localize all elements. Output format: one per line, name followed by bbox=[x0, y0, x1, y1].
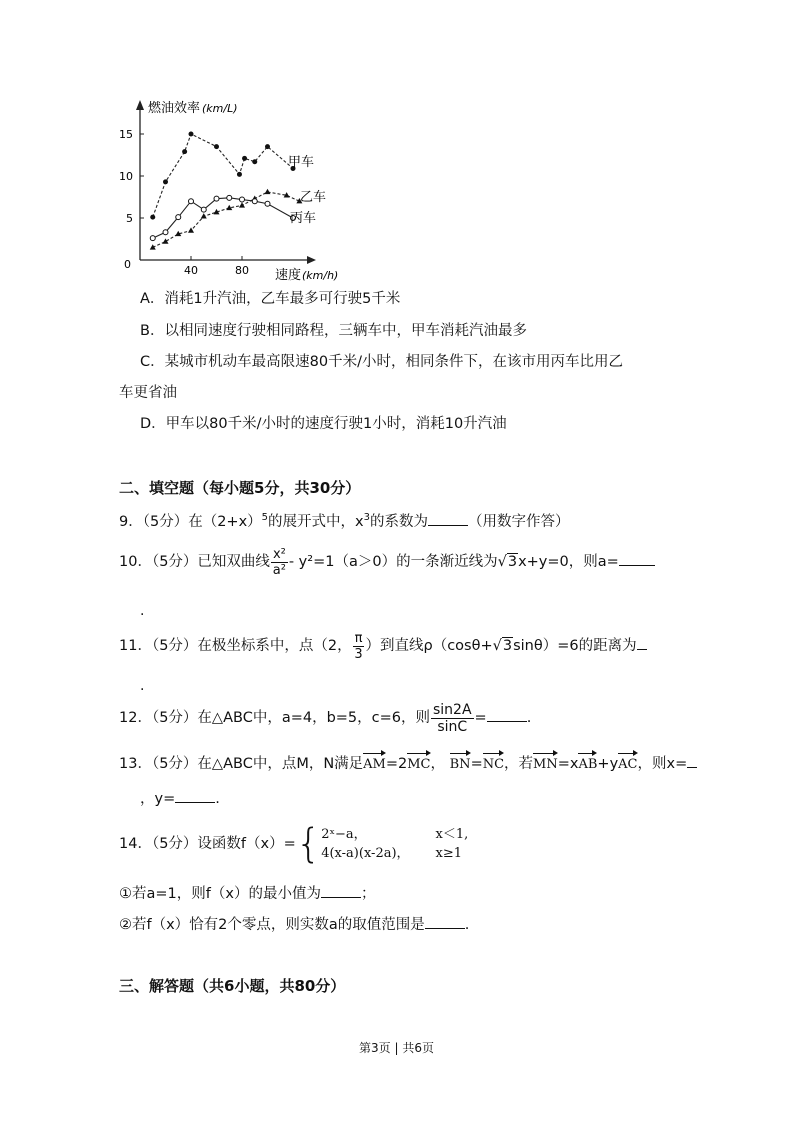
y-tick-label: 15 bbox=[119, 128, 133, 141]
data-point bbox=[239, 202, 245, 207]
origin-label: 0 bbox=[124, 258, 131, 271]
section-3-heading: 三、解答题（共6小题，共80分） bbox=[119, 977, 346, 995]
y-axis-label: 燃油效率 bbox=[148, 101, 201, 116]
section-2-heading: 二、填空题（每小题5分，共30分） bbox=[119, 479, 361, 497]
data-point bbox=[265, 201, 270, 206]
question-9: 9．（5分）在$(2+x)^5$的展开式中，$x^3$的系数为 （用数字作答） bbox=[119, 512, 570, 530]
question-14-part-1: ①若a=1，则f（x）的最小值为 ； bbox=[119, 883, 375, 904]
data-point bbox=[163, 179, 168, 184]
question-12: 12．（5分）在△ABC中，a=4，b=5，c=6，则 $\frac{\sin 2A}{\sin C}$ = . bbox=[119, 701, 532, 735]
data-point bbox=[265, 144, 270, 149]
x-axis-label: 速度 bbox=[275, 268, 302, 283]
x-tick-label: 40 bbox=[184, 264, 198, 277]
legend-label: 乙车 bbox=[300, 190, 327, 205]
question-13: 13．（5分）在△ABC中，点M，N满足AM=2MC， BN=NC，若MN=xAB+yAC，则x= bbox=[119, 753, 697, 775]
answer-blank bbox=[425, 914, 465, 929]
page-footer: 第3页 | 共6页 bbox=[359, 1041, 434, 1055]
answer-blank bbox=[321, 883, 361, 898]
option-b: B．以相同速度行驶相同路程，三辆车中，甲车消耗汽油最多 bbox=[140, 323, 527, 339]
answer-blank bbox=[619, 551, 655, 566]
question-11: 11．（5分）在极坐标系中，点（2， $\frac{\pi}{3}$ ）到直线ρ（cosθ+√3sinθ）=6的距离为 bbox=[119, 626, 647, 666]
question-13-line2: ，y= . bbox=[140, 788, 220, 809]
data-point bbox=[227, 195, 232, 200]
data-point bbox=[150, 215, 155, 220]
series-line bbox=[153, 198, 293, 238]
option-c: C．某城市机动车最高限速80千米/小时，相同条件下，在该市用丙车比用乙 bbox=[140, 354, 623, 370]
data-point bbox=[201, 213, 207, 218]
question-14-part-2: ②若f（x）恰有2个零点，则实数a的取值范围是 . bbox=[119, 914, 469, 935]
y-tick-label: 5 bbox=[126, 212, 133, 225]
data-point bbox=[242, 156, 247, 161]
legend-label: 甲车 bbox=[288, 155, 315, 170]
answer-blank bbox=[637, 635, 647, 650]
data-point bbox=[150, 236, 155, 241]
y-axis-arrow bbox=[136, 100, 144, 110]
y-axis-unit: (km/L) bbox=[202, 102, 238, 115]
answer-blank bbox=[175, 788, 215, 803]
data-point bbox=[214, 196, 219, 201]
data-point bbox=[265, 189, 271, 194]
y-tick-label: 10 bbox=[119, 170, 133, 183]
data-point bbox=[214, 144, 219, 149]
question-10: 10．（5分）已知双曲线 $\frac{\text{x²}}{\text{a²}}$ - y²=1（a＞0）的一条渐近线为√3x+y=0，则a= bbox=[119, 542, 655, 582]
data-point bbox=[163, 238, 169, 243]
answer-blank bbox=[428, 511, 468, 526]
answer-blank bbox=[487, 707, 527, 722]
option-c-continued: 车更省油 bbox=[119, 385, 177, 401]
option-d: D．甲车以80千米/小时的速度行驶1小时，消耗10升汽油 bbox=[140, 416, 507, 432]
legend-label: 丙车 bbox=[290, 211, 317, 226]
data-point bbox=[176, 215, 181, 220]
series-line bbox=[153, 134, 293, 217]
data-point bbox=[240, 197, 245, 202]
question-11-dot: . bbox=[140, 678, 145, 694]
fuel-efficiency-chart bbox=[110, 92, 360, 287]
answer-blank bbox=[687, 753, 697, 768]
data-point bbox=[189, 199, 194, 204]
series-line bbox=[153, 192, 300, 247]
data-point bbox=[182, 149, 187, 154]
option-a: A．消耗1升汽油，乙车最多可行驶5千米 bbox=[140, 291, 401, 307]
data-point bbox=[201, 207, 206, 212]
data-point bbox=[252, 199, 257, 204]
data-point bbox=[237, 172, 242, 177]
data-point bbox=[189, 132, 194, 137]
question-10-dot: . bbox=[140, 603, 145, 619]
data-point bbox=[252, 159, 257, 164]
x-axis-unit: (km/h) bbox=[302, 269, 339, 282]
x-tick-label: 80 bbox=[235, 264, 249, 277]
data-point bbox=[163, 230, 168, 235]
question-14: 14．（5分）设函数f（x）={2ˣ−a， 4(x-a)(x-2a)，x＜1, x≥1 bbox=[119, 821, 469, 867]
x-axis-arrow bbox=[307, 256, 316, 264]
